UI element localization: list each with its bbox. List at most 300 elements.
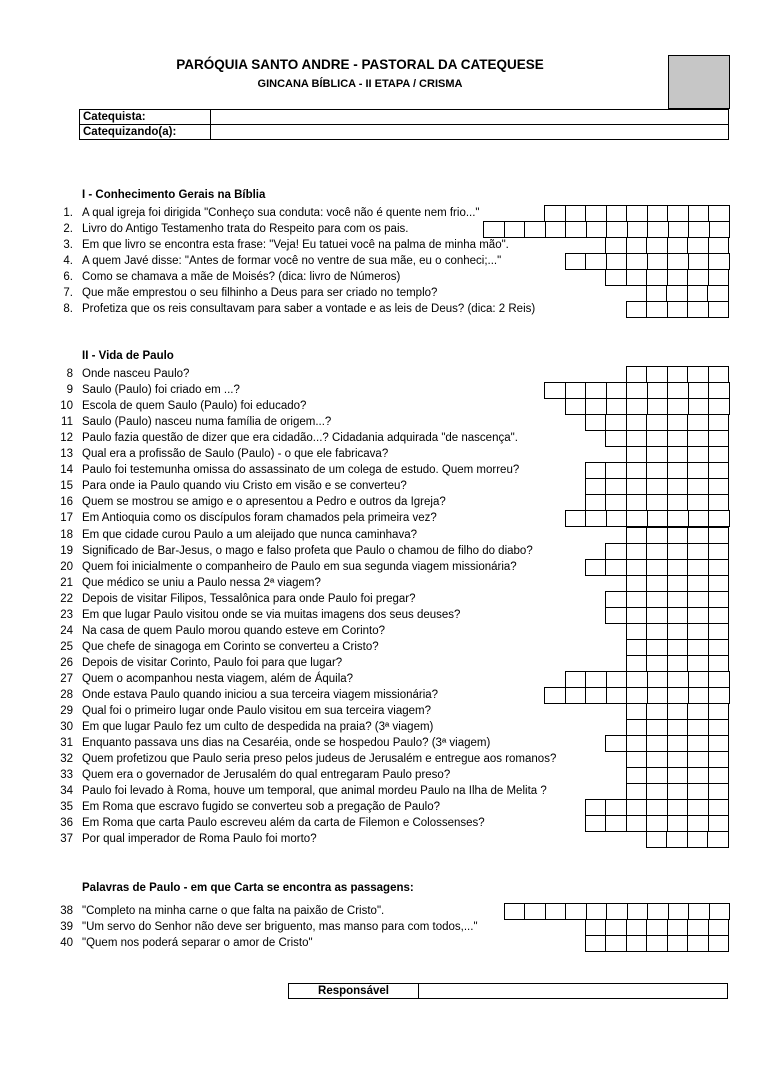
answer-letter-box[interactable] <box>708 919 730 936</box>
answer-letter-box[interactable] <box>586 903 608 920</box>
answer-letter-box[interactable] <box>647 221 669 238</box>
answer-letter-box[interactable] <box>646 269 668 286</box>
answer-letter-box[interactable] <box>708 703 730 720</box>
answer-letter-box[interactable] <box>708 366 730 383</box>
answer-letter-box[interactable] <box>606 382 628 399</box>
answer-letter-box[interactable] <box>605 815 627 832</box>
answer-letter-box[interactable] <box>646 831 668 848</box>
answer-letter-box[interactable] <box>708 398 730 415</box>
answer-letter-box[interactable] <box>605 591 627 608</box>
answer-letter-box[interactable] <box>708 935 730 952</box>
answer-letter-box[interactable] <box>646 591 668 608</box>
answer-letter-box[interactable] <box>627 221 649 238</box>
answer-letter-box[interactable] <box>708 719 730 736</box>
answer-letter-box[interactable] <box>708 815 730 832</box>
answer-letter-box[interactable] <box>667 655 689 672</box>
answer-letter-box[interactable] <box>606 398 628 415</box>
answer-letter-box[interactable] <box>626 703 648 720</box>
answer-letter-box[interactable] <box>667 671 689 688</box>
question-text: Que chefe de sinagoga em Corinto se converteu a Cristo? <box>82 640 379 653</box>
answer-boxes <box>606 430 729 446</box>
answer-boxes <box>627 623 730 639</box>
answer-letter-box[interactable] <box>667 462 689 479</box>
answer-letter-box[interactable] <box>565 903 587 920</box>
answer-letter-box[interactable] <box>626 398 648 415</box>
question-number: 11 <box>61 416 73 429</box>
answer-letter-box[interactable] <box>585 687 607 704</box>
answer-letter-box[interactable] <box>626 623 648 640</box>
answer-letter-box[interactable] <box>687 751 709 768</box>
answer-letter-box[interactable] <box>626 671 648 688</box>
answer-letter-box[interactable] <box>687 767 709 784</box>
answer-letter-box[interactable] <box>483 221 505 238</box>
answer-letter-box[interactable] <box>708 253 730 270</box>
answer-letter-box[interactable] <box>585 398 607 415</box>
answer-letter-box[interactable] <box>688 253 710 270</box>
answer-boxes <box>586 935 730 951</box>
answer-letter-box[interactable] <box>667 237 689 254</box>
answer-letter-box[interactable] <box>605 414 627 431</box>
answer-letter-box[interactable] <box>586 221 608 238</box>
answer-letter-box[interactable] <box>687 935 709 952</box>
question-text: Por qual imperador de Roma Paulo foi morto? <box>82 833 317 846</box>
answer-letter-box[interactable] <box>708 751 730 768</box>
answer-letter-box[interactable] <box>667 591 689 608</box>
answer-letter-box[interactable] <box>646 703 668 720</box>
question-text: A quem Javé disse: "Antes de formar você no ventre de sua mãe, eu o conheci;..." <box>82 255 502 268</box>
answer-letter-box[interactable] <box>626 783 648 800</box>
answer-letter-box[interactable] <box>667 494 689 511</box>
answer-letter-box[interactable] <box>646 575 668 592</box>
answer-letter-box[interactable] <box>646 430 668 447</box>
answer-letter-box[interactable] <box>626 510 648 527</box>
answer-letter-box[interactable] <box>707 831 729 848</box>
answer-letter-box[interactable] <box>687 783 709 800</box>
answer-letter-box[interactable] <box>646 414 668 431</box>
answer-letter-box[interactable] <box>585 815 607 832</box>
answer-letter-box[interactable] <box>667 269 689 286</box>
answer-letter-box[interactable] <box>687 703 709 720</box>
answer-letter-box[interactable] <box>687 446 709 463</box>
answer-letter-box[interactable] <box>708 462 730 479</box>
answer-letter-box[interactable] <box>709 903 731 920</box>
answer-letter-box[interactable] <box>687 237 709 254</box>
answer-letter-box[interactable] <box>667 623 689 640</box>
catequista-field[interactable] <box>211 110 729 125</box>
answer-letter-box[interactable] <box>626 494 648 511</box>
answer-letter-box[interactable] <box>626 919 648 936</box>
answer-letter-box[interactable] <box>687 269 709 286</box>
answer-letter-box[interactable] <box>545 903 567 920</box>
answer-letter-box[interactable] <box>524 903 546 920</box>
answer-letter-box[interactable] <box>688 398 710 415</box>
answer-letter-box[interactable] <box>687 591 709 608</box>
answer-letter-box[interactable] <box>667 414 689 431</box>
answer-letter-box[interactable] <box>687 494 709 511</box>
answer-boxes <box>606 735 729 751</box>
answer-letter-box[interactable] <box>647 382 669 399</box>
answer-letter-box[interactable] <box>688 903 710 920</box>
question-text: Onde estava Paulo quando iniciou a sua terceira viagem missionária? <box>82 689 439 701</box>
question-text: Saulo (Paulo) nasceu numa família de origem...? <box>82 416 332 429</box>
responsavel-field[interactable] <box>419 984 728 999</box>
question-text: Qual era a profissão de Saulo (Paulo) - o que ele fabricava? <box>82 448 389 461</box>
answer-letter-box[interactable] <box>646 623 668 640</box>
answer-letter-box[interactable] <box>646 237 668 254</box>
answer-letter-box[interactable] <box>667 735 689 752</box>
answer-letter-box[interactable] <box>666 285 688 302</box>
answer-letter-box[interactable] <box>585 253 607 270</box>
answer-letter-box[interactable] <box>585 935 607 952</box>
answer-letter-box[interactable] <box>585 799 607 816</box>
answer-letter-box[interactable] <box>626 527 648 544</box>
answer-letter-box[interactable] <box>626 751 648 768</box>
answer-letter-box[interactable] <box>626 366 648 383</box>
answer-letter-box[interactable] <box>545 221 567 238</box>
question-number: 13 <box>60 448 73 461</box>
answer-letter-box[interactable] <box>585 205 607 222</box>
answer-letter-box[interactable] <box>687 366 709 383</box>
answer-letter-box[interactable] <box>544 687 566 704</box>
answer-letter-box[interactable] <box>646 751 668 768</box>
answer-letter-box[interactable] <box>667 430 689 447</box>
answer-letter-box[interactable] <box>647 903 669 920</box>
answer-letter-box[interactable] <box>667 919 689 936</box>
answer-letter-box[interactable] <box>626 719 648 736</box>
question-text: Na casa de quem Paulo morou quando esteve em Corinto? <box>82 624 386 637</box>
answer-letter-box[interactable] <box>626 478 648 495</box>
question-number: 21 <box>60 576 73 589</box>
answer-letter-box[interactable] <box>708 237 730 254</box>
answer-letter-box[interactable] <box>606 903 628 920</box>
answer-letter-box[interactable] <box>646 559 668 576</box>
answer-letter-box[interactable] <box>627 903 649 920</box>
answer-letter-box[interactable] <box>708 382 730 399</box>
answer-letter-box[interactable] <box>687 559 709 576</box>
answer-letter-box[interactable] <box>687 478 709 495</box>
answer-letter-box[interactable] <box>626 655 648 672</box>
answer-letter-box[interactable] <box>626 205 648 222</box>
catequizando-field[interactable] <box>211 125 729 140</box>
answer-letter-box[interactable] <box>708 671 730 688</box>
answer-letter-box[interactable] <box>605 543 627 560</box>
answer-letter-box[interactable] <box>585 494 607 511</box>
answer-letter-box[interactable] <box>687 527 709 544</box>
answer-letter-box[interactable] <box>606 221 628 238</box>
answer-letter-box[interactable] <box>687 655 709 672</box>
answer-letter-box[interactable] <box>646 301 668 318</box>
question-number: 30 <box>60 721 73 734</box>
answer-letter-box[interactable] <box>606 510 628 527</box>
answer-letter-box[interactable] <box>687 719 709 736</box>
answer-letter-box[interactable] <box>504 221 526 238</box>
answer-letter-box[interactable] <box>626 237 648 254</box>
answer-letter-box[interactable] <box>688 205 710 222</box>
answer-letter-box[interactable] <box>687 623 709 640</box>
question-text: "Um servo do Senhor não deve ser briguento, mas manso para com todos,..." <box>82 921 478 934</box>
answer-letter-box[interactable] <box>687 575 709 592</box>
answer-letter-box[interactable] <box>708 591 730 608</box>
answer-letter-box[interactable] <box>647 671 669 688</box>
answer-letter-box[interactable] <box>708 478 730 495</box>
answer-letter-box[interactable] <box>708 783 730 800</box>
answer-letter-box[interactable] <box>688 687 710 704</box>
answer-letter-box[interactable] <box>708 430 730 447</box>
answer-letter-box[interactable] <box>708 575 730 592</box>
answer-letter-box[interactable] <box>646 446 668 463</box>
answer-letter-box[interactable] <box>646 799 668 816</box>
answer-letter-box[interactable] <box>585 919 607 936</box>
answer-letter-box[interactable] <box>688 382 710 399</box>
answer-letter-box[interactable] <box>626 414 648 431</box>
answer-boxes <box>505 903 731 919</box>
answer-letter-box[interactable] <box>646 462 668 479</box>
answer-letter-box[interactable] <box>708 655 730 672</box>
question-text: Em que cidade curou Paulo a um aleijado que nunca caminhava? <box>82 528 417 541</box>
answer-letter-box[interactable] <box>708 687 730 704</box>
answer-letter-box[interactable] <box>646 719 668 736</box>
answer-letter-box[interactable] <box>544 382 566 399</box>
answer-letter-box[interactable] <box>626 446 648 463</box>
answer-letter-box[interactable] <box>668 221 690 238</box>
answer-letter-box[interactable] <box>708 607 730 624</box>
answer-letter-box[interactable] <box>687 301 709 318</box>
answer-letter-box[interactable] <box>667 382 689 399</box>
answer-letter-box[interactable] <box>585 414 607 431</box>
question-text: Em que lugar Paulo fez um culto de despedida na praia? (3ª viagem) <box>82 721 434 734</box>
answer-letter-box[interactable] <box>626 543 648 560</box>
answer-letter-box[interactable] <box>626 815 648 832</box>
answer-letter-box[interactable] <box>605 269 627 286</box>
answer-letter-box[interactable] <box>667 366 689 383</box>
answer-letter-box[interactable] <box>605 735 627 752</box>
answer-letter-box[interactable] <box>646 655 668 672</box>
answer-letter-box[interactable] <box>667 687 689 704</box>
answer-letter-box[interactable] <box>667 253 689 270</box>
answer-letter-box[interactable] <box>687 430 709 447</box>
answer-letter-box[interactable] <box>646 815 668 832</box>
answer-letter-box[interactable] <box>585 462 607 479</box>
question-number: 29 <box>60 705 73 718</box>
answer-boxes <box>627 575 730 591</box>
answer-letter-box[interactable] <box>667 639 689 656</box>
question-number: 27 <box>60 672 73 685</box>
answer-letter-box[interactable] <box>667 543 689 560</box>
answer-letter-box[interactable] <box>708 205 730 222</box>
answer-letter-box[interactable] <box>646 783 668 800</box>
answer-letter-box[interactable] <box>626 382 648 399</box>
answer-letter-box[interactable] <box>708 559 730 576</box>
answer-letter-box[interactable] <box>585 671 607 688</box>
answer-boxes <box>627 446 730 462</box>
answer-letter-box[interactable] <box>585 510 607 527</box>
answer-letter-box[interactable] <box>585 382 607 399</box>
question-number: 1. <box>63 207 73 219</box>
answer-letter-box[interactable] <box>646 478 668 495</box>
answer-letter-box[interactable] <box>667 935 689 952</box>
answer-letter-box[interactable] <box>687 735 709 752</box>
answer-letter-box[interactable] <box>524 221 546 238</box>
answer-letter-box[interactable] <box>647 510 669 527</box>
answer-letter-box[interactable] <box>708 543 730 560</box>
answer-letter-box[interactable] <box>667 527 689 544</box>
answer-letter-box[interactable] <box>708 799 730 816</box>
answer-letter-box[interactable] <box>687 543 709 560</box>
answer-letter-box[interactable] <box>667 510 689 527</box>
page-subtitle: GINCANA BÍBLICA - II ETAPA / CRISMA <box>257 78 463 90</box>
answer-letter-box[interactable] <box>626 935 648 952</box>
answer-letter-box[interactable] <box>667 607 689 624</box>
answer-letter-box[interactable] <box>687 815 709 832</box>
answer-letter-box[interactable] <box>708 527 730 544</box>
answer-letter-box[interactable] <box>626 639 648 656</box>
answer-letter-box[interactable] <box>688 221 710 238</box>
answer-letter-box[interactable] <box>626 575 648 592</box>
answer-letter-box[interactable] <box>626 462 648 479</box>
answer-letter-box[interactable] <box>687 285 709 302</box>
answer-letter-box[interactable] <box>606 253 628 270</box>
answer-letter-box[interactable] <box>707 285 729 302</box>
answer-letter-box[interactable] <box>667 446 689 463</box>
answer-letter-box[interactable] <box>585 559 607 576</box>
answer-letter-box[interactable] <box>667 751 689 768</box>
question-text: Quem o acompanhou nesta viagem, além de Áquila? <box>82 672 354 685</box>
answer-letter-box[interactable] <box>565 687 587 704</box>
answer-letter-box[interactable] <box>605 799 627 816</box>
answer-letter-box[interactable] <box>667 398 689 415</box>
answer-letter-box[interactable] <box>687 607 709 624</box>
answer-letter-box[interactable] <box>708 735 730 752</box>
section-title: I - Conhecimento Gerais na Bíblia <box>82 189 266 201</box>
answer-letter-box[interactable] <box>626 269 648 286</box>
answer-letter-box[interactable] <box>667 478 689 495</box>
answer-letter-box[interactable] <box>606 687 628 704</box>
answer-letter-box[interactable] <box>605 935 627 952</box>
answer-letter-box[interactable] <box>626 799 648 816</box>
answer-letter-box[interactable] <box>647 253 669 270</box>
answer-letter-box[interactable] <box>708 767 730 784</box>
answer-letter-box[interactable] <box>647 398 669 415</box>
answer-letter-box[interactable] <box>687 831 709 848</box>
answer-letter-box[interactable] <box>687 414 709 431</box>
answer-letter-box[interactable] <box>687 639 709 656</box>
answer-letter-box[interactable] <box>565 205 587 222</box>
answer-letter-box[interactable] <box>626 301 648 318</box>
answer-letter-box[interactable] <box>666 831 688 848</box>
answer-letter-box[interactable] <box>626 735 648 752</box>
answer-boxes <box>606 591 729 607</box>
answer-letter-box[interactable] <box>667 719 689 736</box>
answer-letter-box[interactable] <box>647 687 669 704</box>
answer-letter-box[interactable] <box>688 671 710 688</box>
answer-letter-box[interactable] <box>688 510 710 527</box>
answer-letter-box[interactable] <box>646 935 668 952</box>
answer-letter-box[interactable] <box>647 205 669 222</box>
answer-letter-box[interactable] <box>605 559 627 576</box>
answer-letter-box[interactable] <box>605 607 627 624</box>
answer-letter-box[interactable] <box>667 205 689 222</box>
answer-letter-box[interactable] <box>687 799 709 816</box>
answer-letter-box[interactable] <box>544 205 566 222</box>
answer-letter-box[interactable] <box>605 478 627 495</box>
answer-boxes <box>566 510 730 526</box>
answer-letter-box[interactable] <box>605 919 627 936</box>
answer-letter-box[interactable] <box>708 494 730 511</box>
answer-letter-box[interactable] <box>646 285 668 302</box>
answer-letter-box[interactable] <box>667 799 689 816</box>
answer-letter-box[interactable] <box>605 462 627 479</box>
question-number: 4. <box>63 255 73 268</box>
answer-letter-box[interactable] <box>708 639 730 656</box>
answer-letter-box[interactable] <box>708 414 730 431</box>
answer-letter-box[interactable] <box>565 382 587 399</box>
answer-letter-box[interactable] <box>626 687 648 704</box>
answer-letter-box[interactable] <box>605 494 627 511</box>
answer-letter-box[interactable] <box>626 430 648 447</box>
answer-letter-box[interactable] <box>667 815 689 832</box>
answer-boxes <box>484 221 730 237</box>
answer-letter-box[interactable] <box>606 671 628 688</box>
answer-letter-box[interactable] <box>708 510 730 527</box>
answer-letter-box[interactable] <box>667 575 689 592</box>
question-number: 14 <box>60 464 73 477</box>
answer-letter-box[interactable] <box>605 430 627 447</box>
answer-letter-box[interactable] <box>565 253 587 270</box>
answer-letter-box[interactable] <box>687 462 709 479</box>
answer-letter-box[interactable] <box>667 767 689 784</box>
question-number: 34 <box>60 785 73 798</box>
question-text: Paulo fazia questão de dizer que era cidadão...? Cidadania adquirada "de nascença". <box>82 432 518 445</box>
answer-letter-box[interactable] <box>667 559 689 576</box>
question-text: "Quem nos poderá separar o amor de Cristo" <box>82 937 313 950</box>
answer-letter-box[interactable] <box>626 591 648 608</box>
answer-letter-box[interactable] <box>667 301 689 318</box>
answer-letter-box[interactable] <box>565 398 587 415</box>
answer-letter-box[interactable] <box>585 478 607 495</box>
answer-letter-box[interactable] <box>646 767 668 784</box>
question-number: 32 <box>60 753 73 766</box>
answer-letter-box[interactable] <box>626 559 648 576</box>
answer-letter-box[interactable] <box>626 767 648 784</box>
answer-letter-box[interactable] <box>626 253 648 270</box>
answer-letter-box[interactable] <box>646 919 668 936</box>
answer-letter-box[interactable] <box>708 269 730 286</box>
answer-letter-box[interactable] <box>646 494 668 511</box>
answer-letter-box[interactable] <box>565 221 587 238</box>
answer-letter-box[interactable] <box>646 607 668 624</box>
answer-letter-box[interactable] <box>565 671 587 688</box>
answer-letter-box[interactable] <box>687 919 709 936</box>
answer-letter-box[interactable] <box>605 237 627 254</box>
answer-letter-box[interactable] <box>646 735 668 752</box>
answer-letter-box[interactable] <box>708 301 730 318</box>
answer-letter-box[interactable] <box>667 703 689 720</box>
answer-letter-box[interactable] <box>667 783 689 800</box>
answer-letter-box[interactable] <box>565 510 587 527</box>
answer-letter-box[interactable] <box>504 903 526 920</box>
answer-letter-box[interactable] <box>646 366 668 383</box>
answer-letter-box[interactable] <box>708 623 730 640</box>
answer-letter-box[interactable] <box>646 639 668 656</box>
answer-letter-box[interactable] <box>646 527 668 544</box>
answer-letter-box[interactable] <box>606 205 628 222</box>
answer-letter-box[interactable] <box>668 903 690 920</box>
answer-letter-box[interactable] <box>646 543 668 560</box>
question-text: Quem foi inicialmente o companheiro de Paulo em sua segunda viagem missionária? <box>82 560 517 573</box>
answer-letter-box[interactable] <box>709 221 731 238</box>
answer-letter-box[interactable] <box>626 607 648 624</box>
answer-letter-box[interactable] <box>708 446 730 463</box>
